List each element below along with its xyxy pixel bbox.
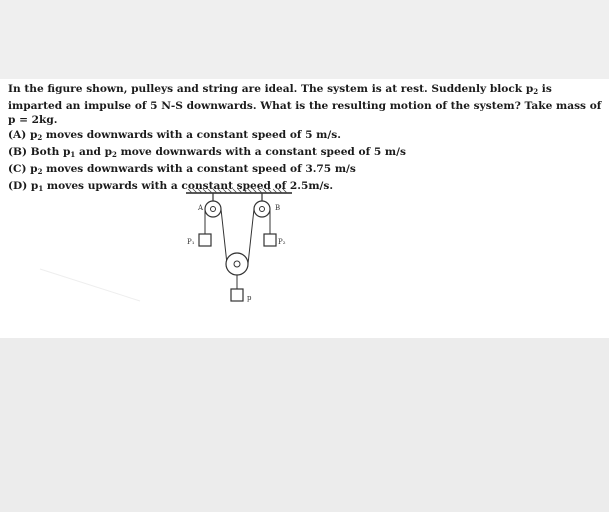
block-p-label: p [247, 294, 252, 302]
pulley-a-label: A [198, 204, 204, 212]
question-stem: In the figure shown, pulleys and string are ideal. The system is at rest. Suddenly block $p_2$ is imparted an impulse of 5 N-S downwards. What is the resulting motion of the system? Take mass of p = 2kg. [8, 83, 602, 127]
option-d[interactable]: (D) $p_1$ moves upwards with a constant speed of 2.5m/s. [8, 180, 334, 194]
question-card [0, 79, 609, 338]
option-b[interactable]: (B) Both $p_1$ and $p_2$ move downwards with a constant speed of 5 m/s [8, 145, 406, 159]
option-c[interactable]: (C) $p_2$ moves downwards with a constant speed of 3.75 m/s [8, 163, 356, 177]
pulley-b [254, 193, 280, 217]
block-p1-label: P₁ [187, 238, 195, 246]
strings [205, 209, 270, 289]
faint-line [40, 269, 140, 301]
bottom-band [0, 338, 609, 512]
block-p2-label: P₂ [278, 238, 286, 246]
block-p2 [264, 234, 286, 246]
pulley-diagram [0, 79, 609, 338]
block-p1 [187, 234, 211, 246]
movable-pulley [226, 253, 248, 275]
ceiling [186, 189, 292, 193]
option-a[interactable]: (A) $p_2$ moves downwards with a constant speed of 5 m/s. [8, 128, 341, 142]
pulley-b-label: B [275, 204, 281, 212]
top-band [0, 0, 609, 79]
pulley-a [197, 193, 221, 217]
block-p [231, 289, 252, 302]
